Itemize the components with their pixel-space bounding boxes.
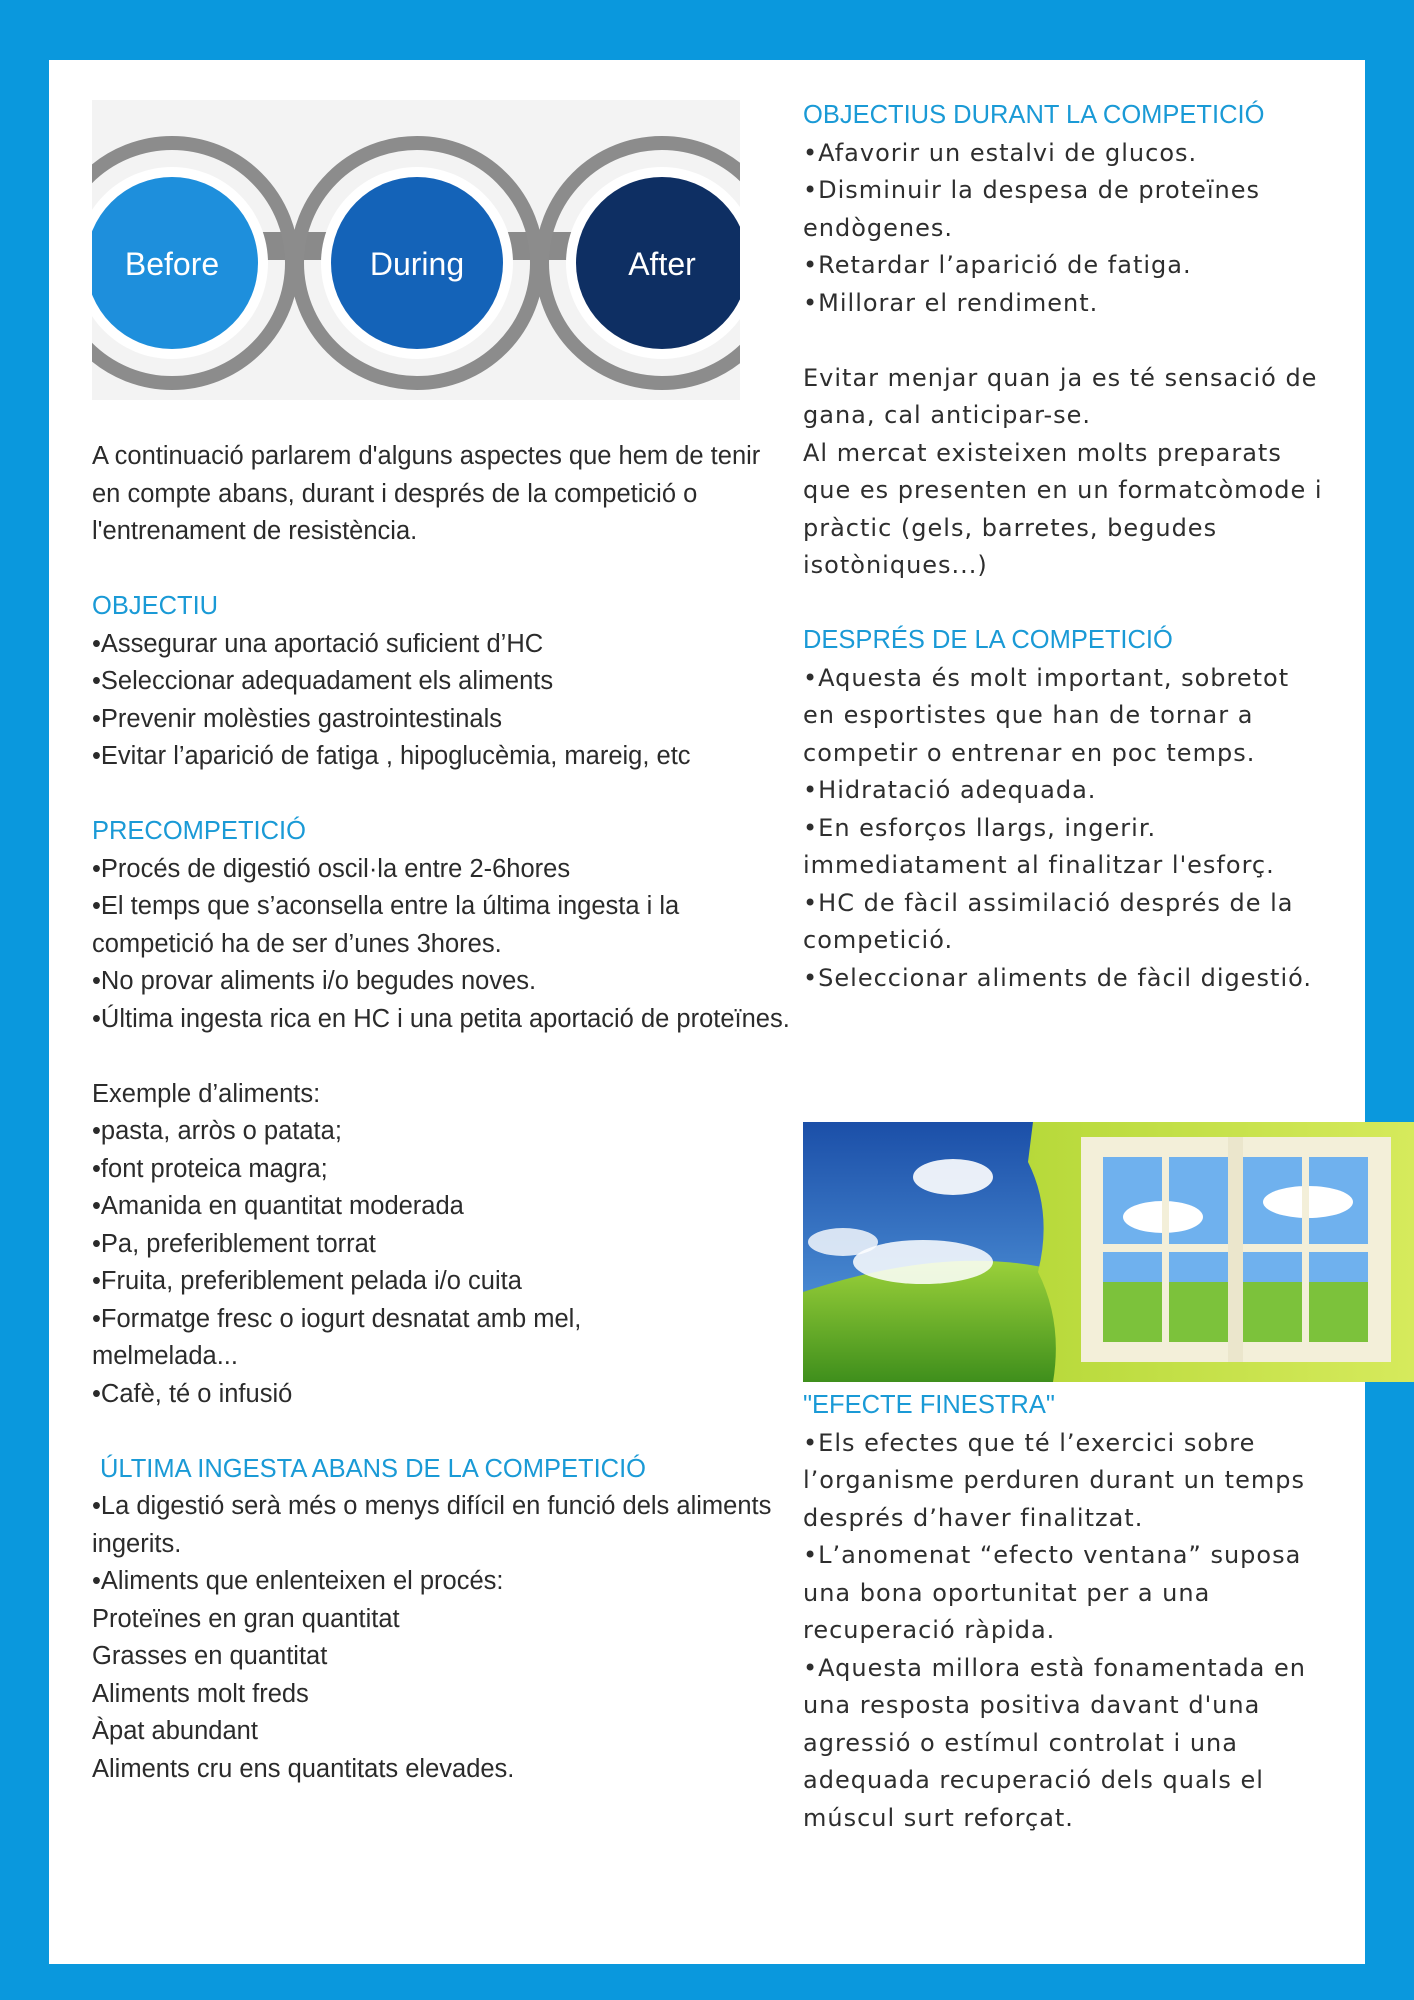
hero-label-after: After — [628, 246, 696, 282]
hero-label-during: During — [369, 246, 465, 282]
list-item: •Cafè, té o infusió — [92, 1379, 293, 1408]
list-item: •En esforços llargs, ingerir. immediatament al finalitzar l'esforç. — [803, 813, 1275, 879]
efecte-list — [803, 1425, 1323, 1838]
intro-paragraph: A continuació parlarem d'alguns aspectes que hem de tenir en compte abans, durant i després de la competició o l'entrenament de resistència. — [92, 442, 761, 545]
list-item: •Fruita, preferiblement pelada i/o cuita — [92, 1267, 522, 1295]
list-item: •Hidratació adequada. — [803, 776, 1097, 804]
list-item: •Pa, preferiblement torrat — [92, 1229, 376, 1258]
list-item: Grasses en quantitat — [92, 1642, 328, 1670]
list-item: Proteïnes en gran quantitat — [92, 1604, 400, 1633]
list-item: •Formatge fresc o iogurt desnatat amb mel, melmelada... — [92, 1304, 582, 1370]
list-item: Àpat abundant — [92, 1717, 258, 1745]
list-item: •Retardar l’aparició de fatiga. — [803, 251, 1192, 279]
list-item: •Seleccionar adequadament els aliments — [92, 667, 554, 695]
list-item: •L’anomenat “efecto ventana” suposa una bona oportunitat per a una recuperació ràpida. — [803, 1541, 1302, 1644]
list-item: Aliments molt freds — [92, 1679, 309, 1708]
list-item: •Procés de digestió oscil·la entre 2-6hores — [92, 854, 571, 883]
list-item: •HC de fàcil assimilació després de la competició. — [803, 888, 1294, 954]
list-item: •Última ingesta rica en HC i una petita aportació de proteïnes. — [92, 1004, 790, 1033]
list-item: •pasta, arròs o patata; — [92, 1117, 342, 1145]
objectiu-heading: OBJECTIU — [92, 592, 219, 620]
durant-heading: OBJECTIUS DURANT LA COMPETICIÓ — [803, 101, 1265, 129]
precompeticio-heading: PRECOMPETICIÓ — [92, 817, 306, 845]
list-item: •Amanida en quantitat moderada — [92, 1192, 464, 1220]
list-item: •Disminuir la despesa de proteïnes endògenes. — [803, 176, 1260, 242]
list-item: •Afavorir un estalvi de glucos. — [803, 138, 1198, 167]
list-item: •font proteica magra; — [92, 1154, 328, 1183]
ultima-ingesta-list — [92, 1488, 792, 1788]
efecte-heading: "EFECTE FINESTRA" — [803, 1391, 1055, 1419]
durant-note: Al mercat existeixen molts preparats que es presenten en un formatcòmode i pràctic (gels, barretes, begudes isotòniques...) — [803, 438, 1323, 579]
right-column — [803, 97, 1323, 997]
window-landscape-image — [803, 1122, 1414, 1382]
list-item: •Evitar l’aparició de fatiga , hipoglucèmia, mareig, etc — [92, 742, 691, 770]
left-column — [92, 100, 792, 1788]
list-item: Aliments cru ens quantitats elevades. — [92, 1754, 515, 1783]
list-item: •Prevenir molèsties gastrointestinals — [92, 704, 503, 733]
hero-label-before: Before — [124, 246, 220, 282]
precompeticio-list — [92, 851, 792, 1414]
durant-note: Evitar menjar quan ja es té sensació de gana, cal anticipar-se. — [803, 363, 1318, 429]
list-item: •Els efectes que té l’exercici sobre l’organisme perduren durant un temps després d’haver finalitzat. — [803, 1428, 1305, 1532]
durant-list — [803, 135, 1323, 585]
list-item: •Aquesta millora està fonamentada en una resposta positiva davant d'una agressió o estímul controlat i una adequada recuperació dels quals el múscul surt reforçat. — [803, 1653, 1306, 1832]
list-item: •Assegurar una aportació suficient d’HC — [92, 629, 544, 658]
despres-list — [803, 660, 1323, 998]
list-item: •No provar aliments i/o begudes noves. — [92, 967, 537, 995]
before-during-after-image — [92, 100, 740, 400]
list-item: •La digestió serà més o menys difícil en funció dels aliments ingerits. — [92, 1492, 772, 1558]
list-item: •Millorar el rendiment. — [803, 288, 1099, 317]
objectiu-list — [92, 626, 792, 776]
ultima-ingesta-heading: ÚLTIMA INGESTA ABANS DE LA COMPETICIÓ — [100, 1454, 647, 1483]
list-item: •El temps que s’aconsella entre la última ingesta i la competició ha de ser d’unes 3hores. — [92, 892, 680, 958]
efecte-finestra-section — [803, 1387, 1323, 1837]
list-item: •Aquesta és molt important, sobretot en esportistes que han de tornar a competir o entrenar en poc temps. — [803, 663, 1290, 767]
list-item: •Seleccionar aliments de fàcil digestió. — [803, 963, 1313, 992]
example-heading: Exemple d’aliments: — [92, 1079, 321, 1108]
despres-heading: DESPRÉS DE LA COMPETICIÓ — [803, 626, 1173, 654]
list-item: •Aliments que enlenteixen el procés: — [92, 1567, 504, 1595]
